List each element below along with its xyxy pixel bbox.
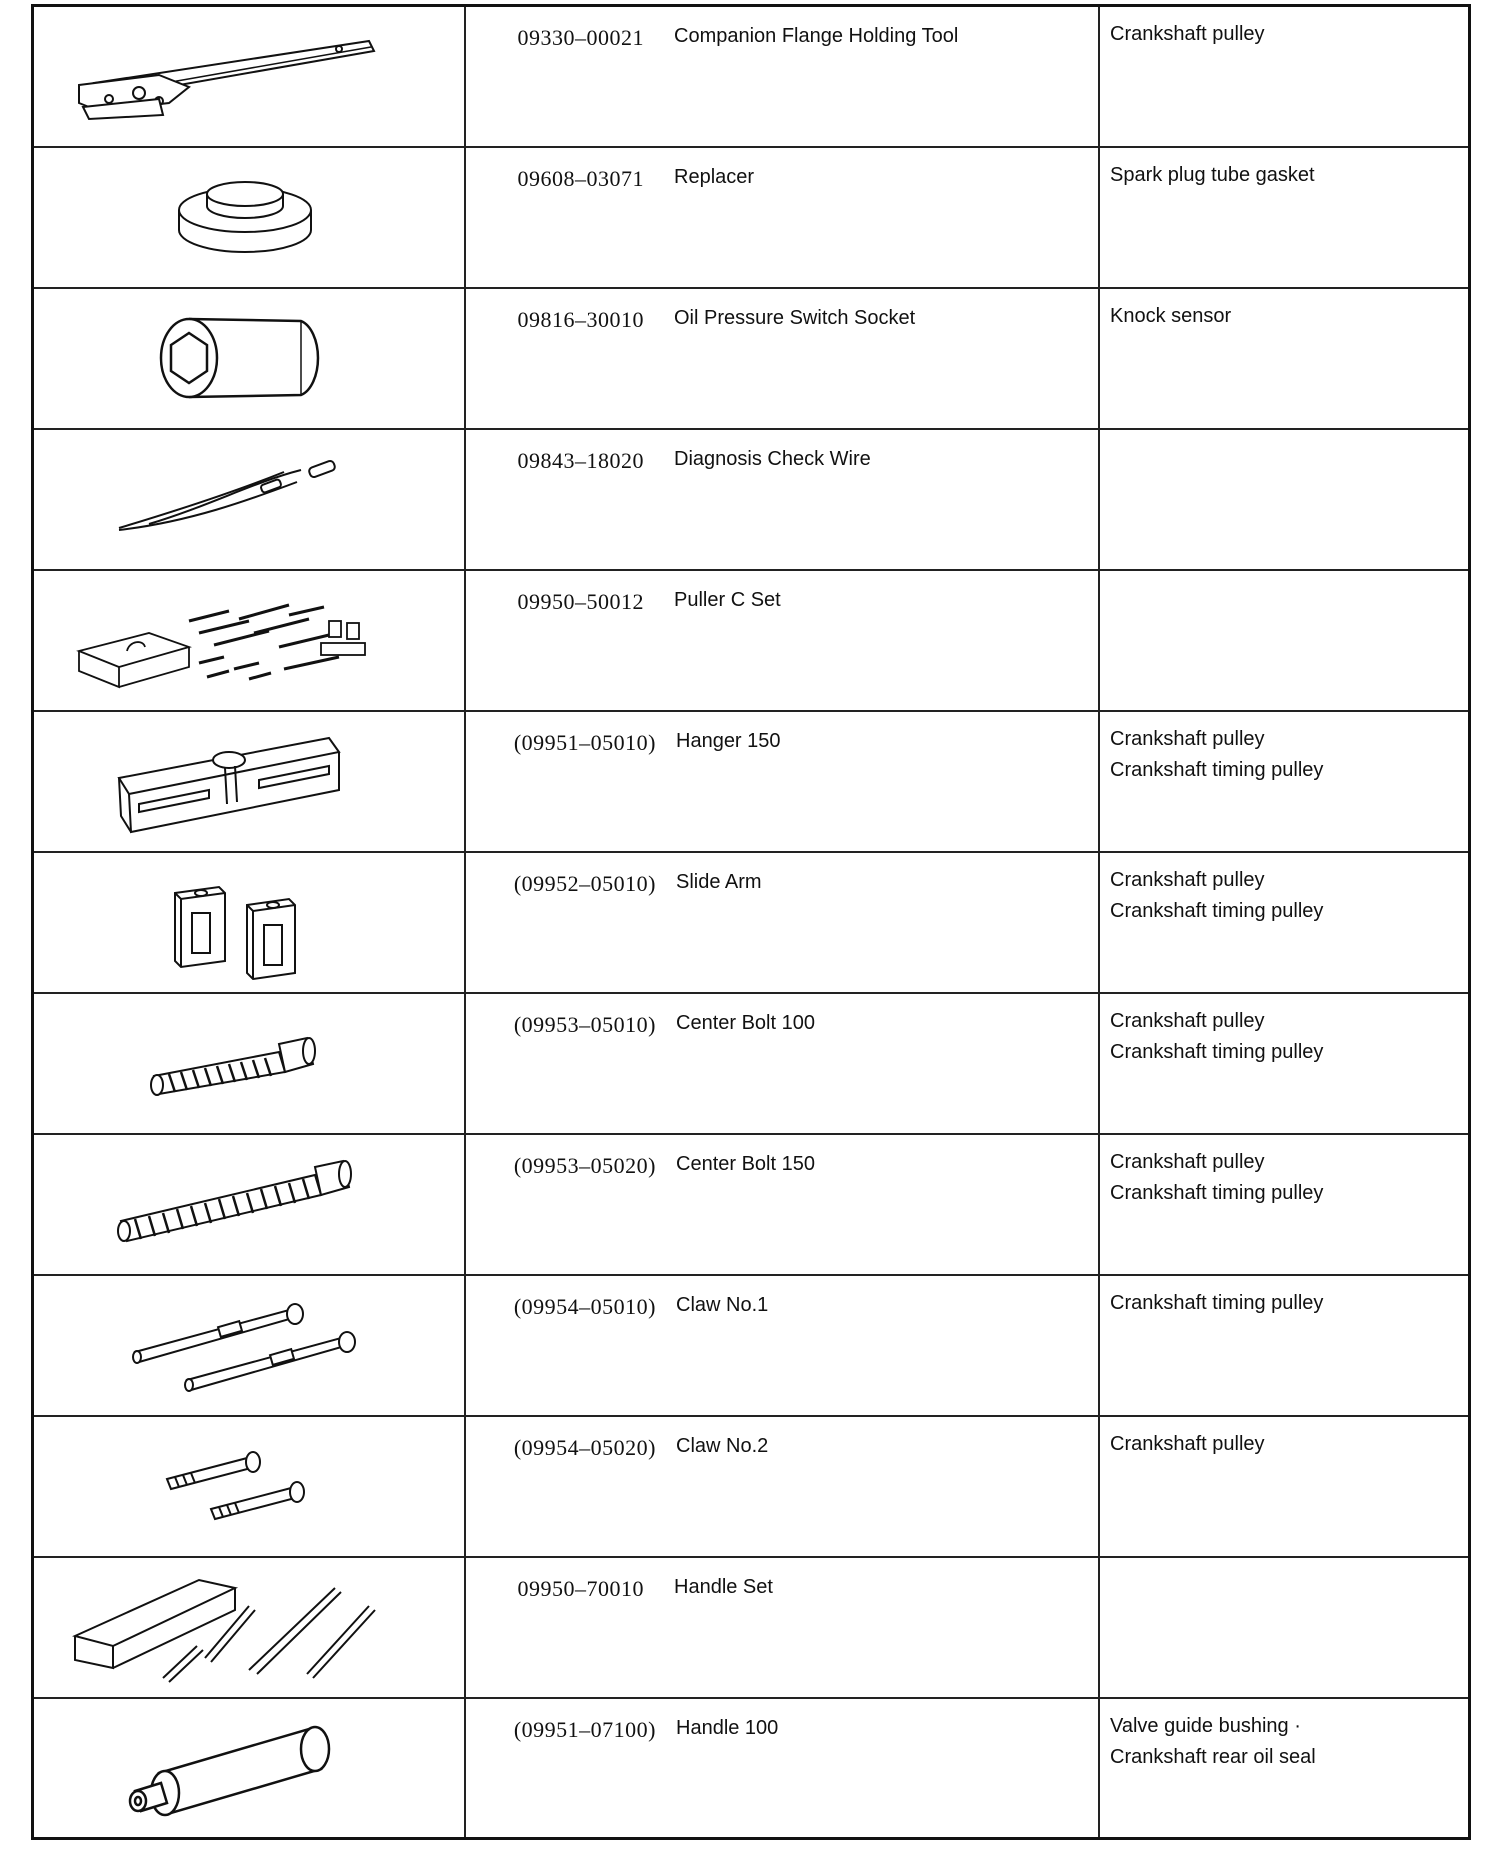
application-text: Spark plug tube gasket — [1110, 163, 1315, 186]
tool-name: Puller C Set — [674, 588, 781, 611]
table-row — [33, 6, 1470, 147]
application-text: Crankshaft timing pulley — [1110, 1291, 1324, 1314]
part-number: 09816–30010 — [517, 306, 644, 332]
part-number: (09951–05010) — [513, 729, 656, 755]
tool-name: Companion Flange Holding Tool — [674, 25, 959, 47]
handle-icon — [39, 1699, 459, 1837]
table-row — [33, 1275, 1470, 1416]
tool-name: Diagnosis Check Wire — [674, 447, 871, 470]
application-text: Crankshaft pulley — [1110, 727, 1265, 750]
replacer-icon — [39, 148, 459, 286]
table-row — [33, 288, 1470, 429]
claw-short-icon — [39, 1417, 459, 1555]
part-number: (09954–05010) — [513, 1293, 656, 1319]
flange-holding-tool-icon — [39, 7, 459, 145]
table-row — [33, 570, 1470, 711]
application-text: Crankshaft pulley — [1110, 1009, 1265, 1032]
part-number: 09950–50012 — [517, 588, 644, 614]
table-row — [33, 429, 1470, 570]
part-number: 09843–18020 — [517, 447, 644, 473]
handle-set-icon — [39, 1558, 459, 1696]
application-text: Crankshaft timing pulley — [1110, 1181, 1324, 1204]
table-row — [33, 993, 1470, 1134]
application-text: Crankshaft timing pulley — [1110, 1040, 1324, 1063]
application-text: Crankshaft timing pulley — [1110, 899, 1324, 922]
part-number: (09952–05010) — [513, 870, 656, 896]
check-wire-icon — [39, 430, 459, 568]
part-number: (09953–05020) — [513, 1152, 656, 1178]
part-number: (09951–07100) — [513, 1716, 656, 1742]
tool-name: Handle Set — [674, 1575, 773, 1598]
application-text: Crankshaft pulley — [1110, 23, 1265, 45]
tool-name: Hanger 150 — [676, 729, 781, 752]
claw-icon — [39, 1276, 459, 1414]
table-row — [33, 147, 1470, 288]
slide-arm-icon — [39, 853, 459, 991]
center-bolt-icon — [39, 994, 459, 1132]
application-text: Crankshaft timing pulley — [1110, 758, 1324, 781]
table-row — [33, 1557, 1470, 1698]
application-text: Crankshaft pulley — [1110, 1150, 1265, 1173]
table-row — [33, 1416, 1470, 1557]
application-text: Crankshaft pulley — [1110, 1432, 1265, 1455]
part-number: (09953–05010) — [513, 1011, 656, 1037]
tool-name: Center Bolt 150 — [676, 1152, 815, 1175]
table-row — [33, 852, 1470, 993]
application-text: Crankshaft pulley — [1110, 868, 1265, 891]
tool-name: Slide Arm — [676, 870, 762, 893]
part-number: 09950–70010 — [517, 1575, 644, 1601]
application-text: Knock sensor — [1110, 304, 1232, 327]
socket-icon — [39, 289, 459, 427]
puller-set-icon — [39, 571, 459, 709]
tool-name: Oil Pressure Switch Socket — [674, 306, 916, 329]
center-bolt-long-icon — [39, 1135, 459, 1273]
tool-name: Claw No.1 — [676, 1293, 769, 1316]
table-row — [33, 711, 1470, 852]
special-service-tools-table — [31, 4, 1471, 1840]
part-number: (09954–05020) — [513, 1434, 656, 1460]
application-text: Valve guide bushing · — [1110, 1714, 1301, 1737]
application-text: Crankshaft rear oil seal — [1110, 1745, 1316, 1768]
part-number: 09608–03071 — [517, 165, 644, 191]
tool-name: Replacer — [674, 165, 755, 188]
hanger-icon — [39, 712, 459, 850]
tool-name: Claw No.2 — [676, 1434, 769, 1457]
part-number: 09330–00021 — [517, 25, 644, 50]
table-row — [33, 1698, 1470, 1839]
tool-name: Handle 100 — [676, 1716, 779, 1739]
table-row — [33, 1134, 1470, 1275]
tool-name: Center Bolt 100 — [676, 1011, 815, 1034]
